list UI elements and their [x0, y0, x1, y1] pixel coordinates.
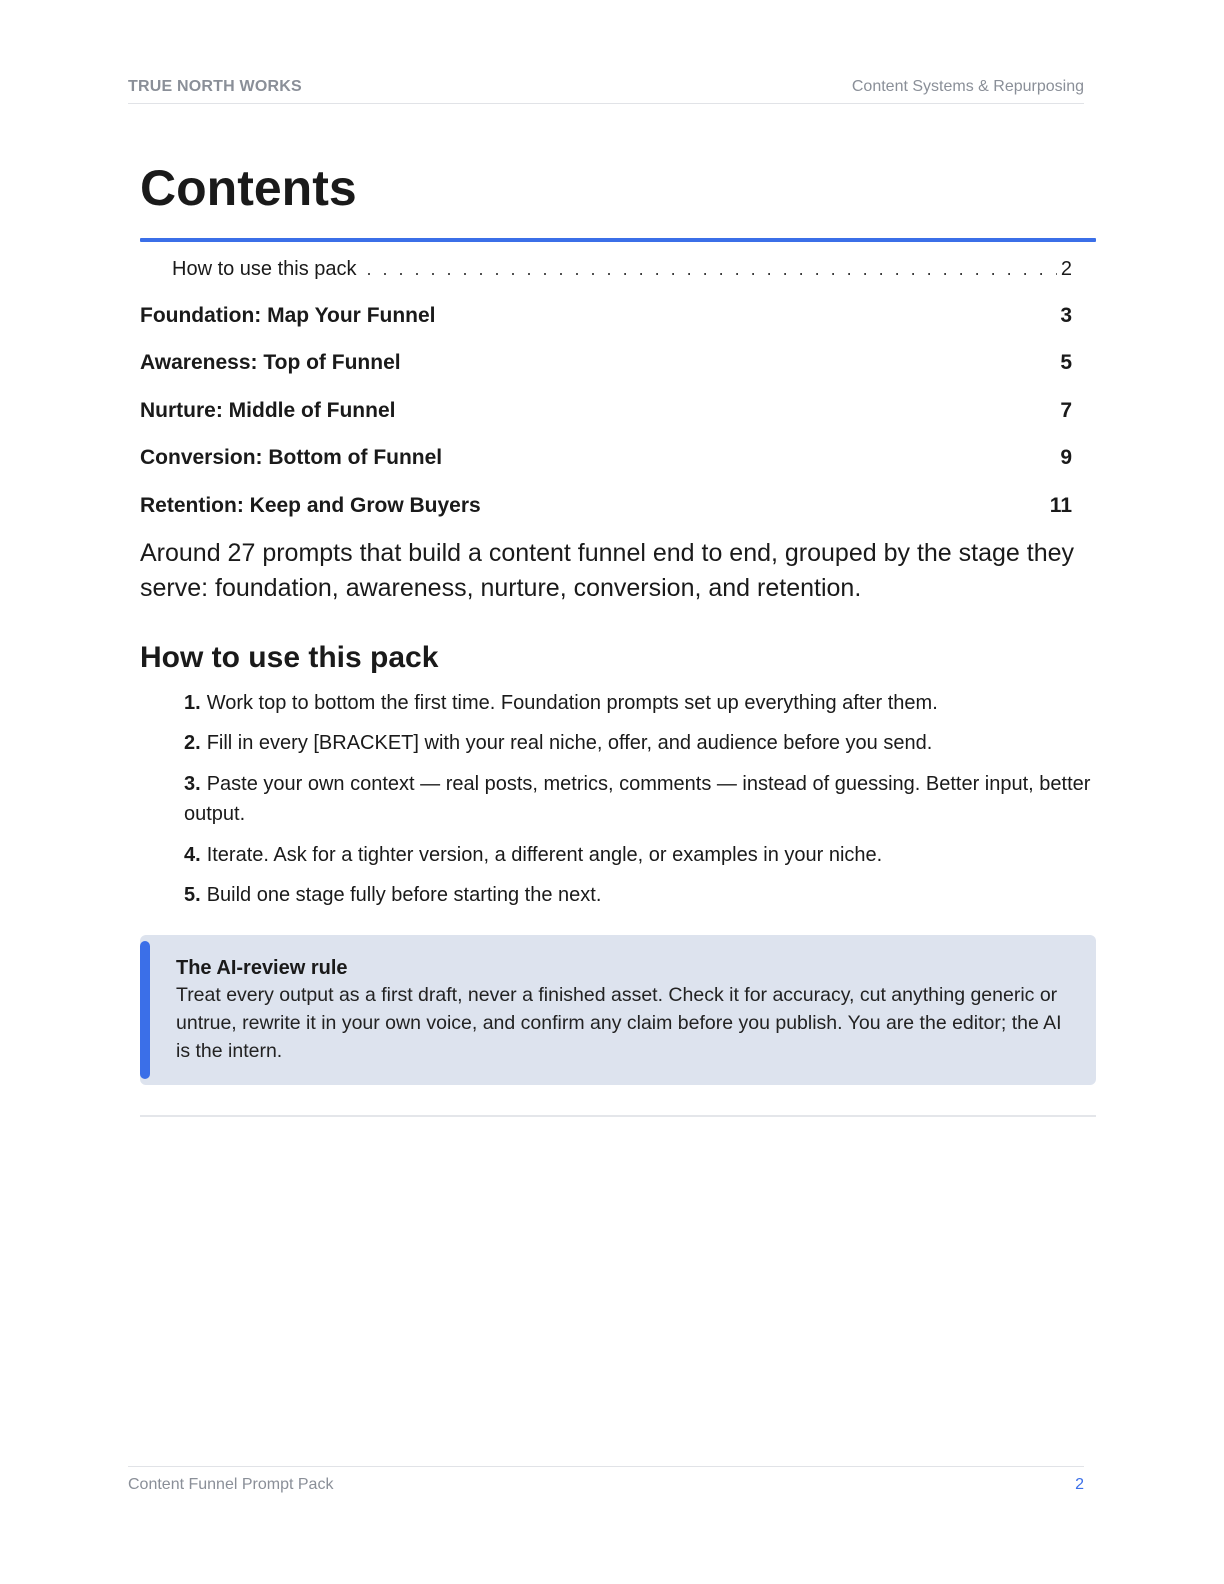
step-text: Build one stage fully before starting the next. — [206, 884, 602, 906]
running-footer — [128, 1466, 1084, 1494]
toc-entry-page: 5 — [1060, 351, 1072, 375]
how-to-heading: How to use this pack — [140, 640, 439, 674]
toc-entry-label: Nurture: Middle of Funnel — [140, 398, 396, 422]
step-text: Work top to bottom the first time. Foundation prompts set up everything after them. — [206, 691, 938, 714]
toc-list — [140, 292, 1096, 530]
steps-list — [140, 688, 1096, 911]
callout-accent-bar — [140, 941, 150, 1079]
page-number: 2 — [1075, 1476, 1084, 1493]
step-number: 3. — [184, 772, 201, 795]
callout-title: The AI-review rule — [176, 956, 348, 979]
toc-entry-label: Foundation: Map Your Funnel — [140, 303, 436, 327]
toc-entry-page: 7 — [1060, 398, 1072, 422]
list-item — [184, 688, 1096, 719]
page-content — [140, 158, 1096, 1117]
title-divider — [140, 238, 1096, 242]
step-number: 2. — [184, 732, 201, 754]
toc-leader-dots — [367, 259, 1057, 280]
section-divider — [140, 1115, 1096, 1117]
toc-sub-entry[interactable] — [140, 258, 1096, 286]
footer-title: Content Funnel Prompt Pack — [128, 1476, 334, 1493]
toc-entry-foundation[interactable] — [140, 292, 1096, 340]
toc-entry-label: Retention: Keep and Grow Buyers — [140, 493, 481, 517]
list-item — [184, 769, 1096, 830]
brand-name: TRUE NORTH WORKS — [128, 78, 302, 95]
toc-entry-conversion[interactable] — [140, 435, 1096, 483]
toc-entry-label: Conversion: Bottom of Funnel — [140, 446, 443, 470]
list-item — [184, 840, 1096, 871]
step-text: Paste your own context — real posts, metrics, comments — instead of guessing. Better input, better output. — [184, 772, 1091, 825]
toc-entry-label: Awareness: Top of Funnel — [140, 351, 401, 375]
toc-entry-retention[interactable] — [140, 482, 1096, 530]
toc-sub-entry-page: 2 — [1060, 258, 1072, 280]
running-header — [128, 78, 1084, 104]
intro-paragraph: Around 27 prompts that build a content funnel end to end, grouped by the stage they serve: foundation, awareness, nurture, conversion, and retention. — [140, 538, 1074, 602]
list-item — [184, 880, 1096, 911]
section-label: Content Systems & Repurposing — [851, 78, 1084, 95]
step-text: Iterate. Ask for a tighter version, a different angle, or examples in your niche. — [206, 843, 883, 866]
list-item — [184, 728, 1096, 759]
toc-entry-page: 11 — [1049, 493, 1072, 517]
callout-body: Treat every output as a first draft, never a finished asset. Check it for accuracy, cut anything generic or untrue, rewrite it in your own voice, and confirm any claim before you publish. You are the editor; the AI is the intern. — [176, 983, 1062, 1062]
step-number: 4. — [184, 843, 201, 866]
ai-review-callout — [140, 935, 1096, 1085]
toc-entry-page: 9 — [1060, 446, 1072, 470]
step-number: 5. — [184, 884, 201, 906]
toc-entry-nurture[interactable] — [140, 387, 1096, 435]
toc-entry-page: 3 — [1060, 303, 1072, 327]
step-text: Fill in every [BRACKET] with your real niche, offer, and audience before you send. — [206, 732, 933, 754]
step-number: 1. — [184, 691, 201, 714]
toc-entry-awareness[interactable] — [140, 340, 1096, 388]
toc-sub-entry-label: How to use this pack — [172, 258, 357, 280]
page-title: Contents — [140, 160, 357, 216]
